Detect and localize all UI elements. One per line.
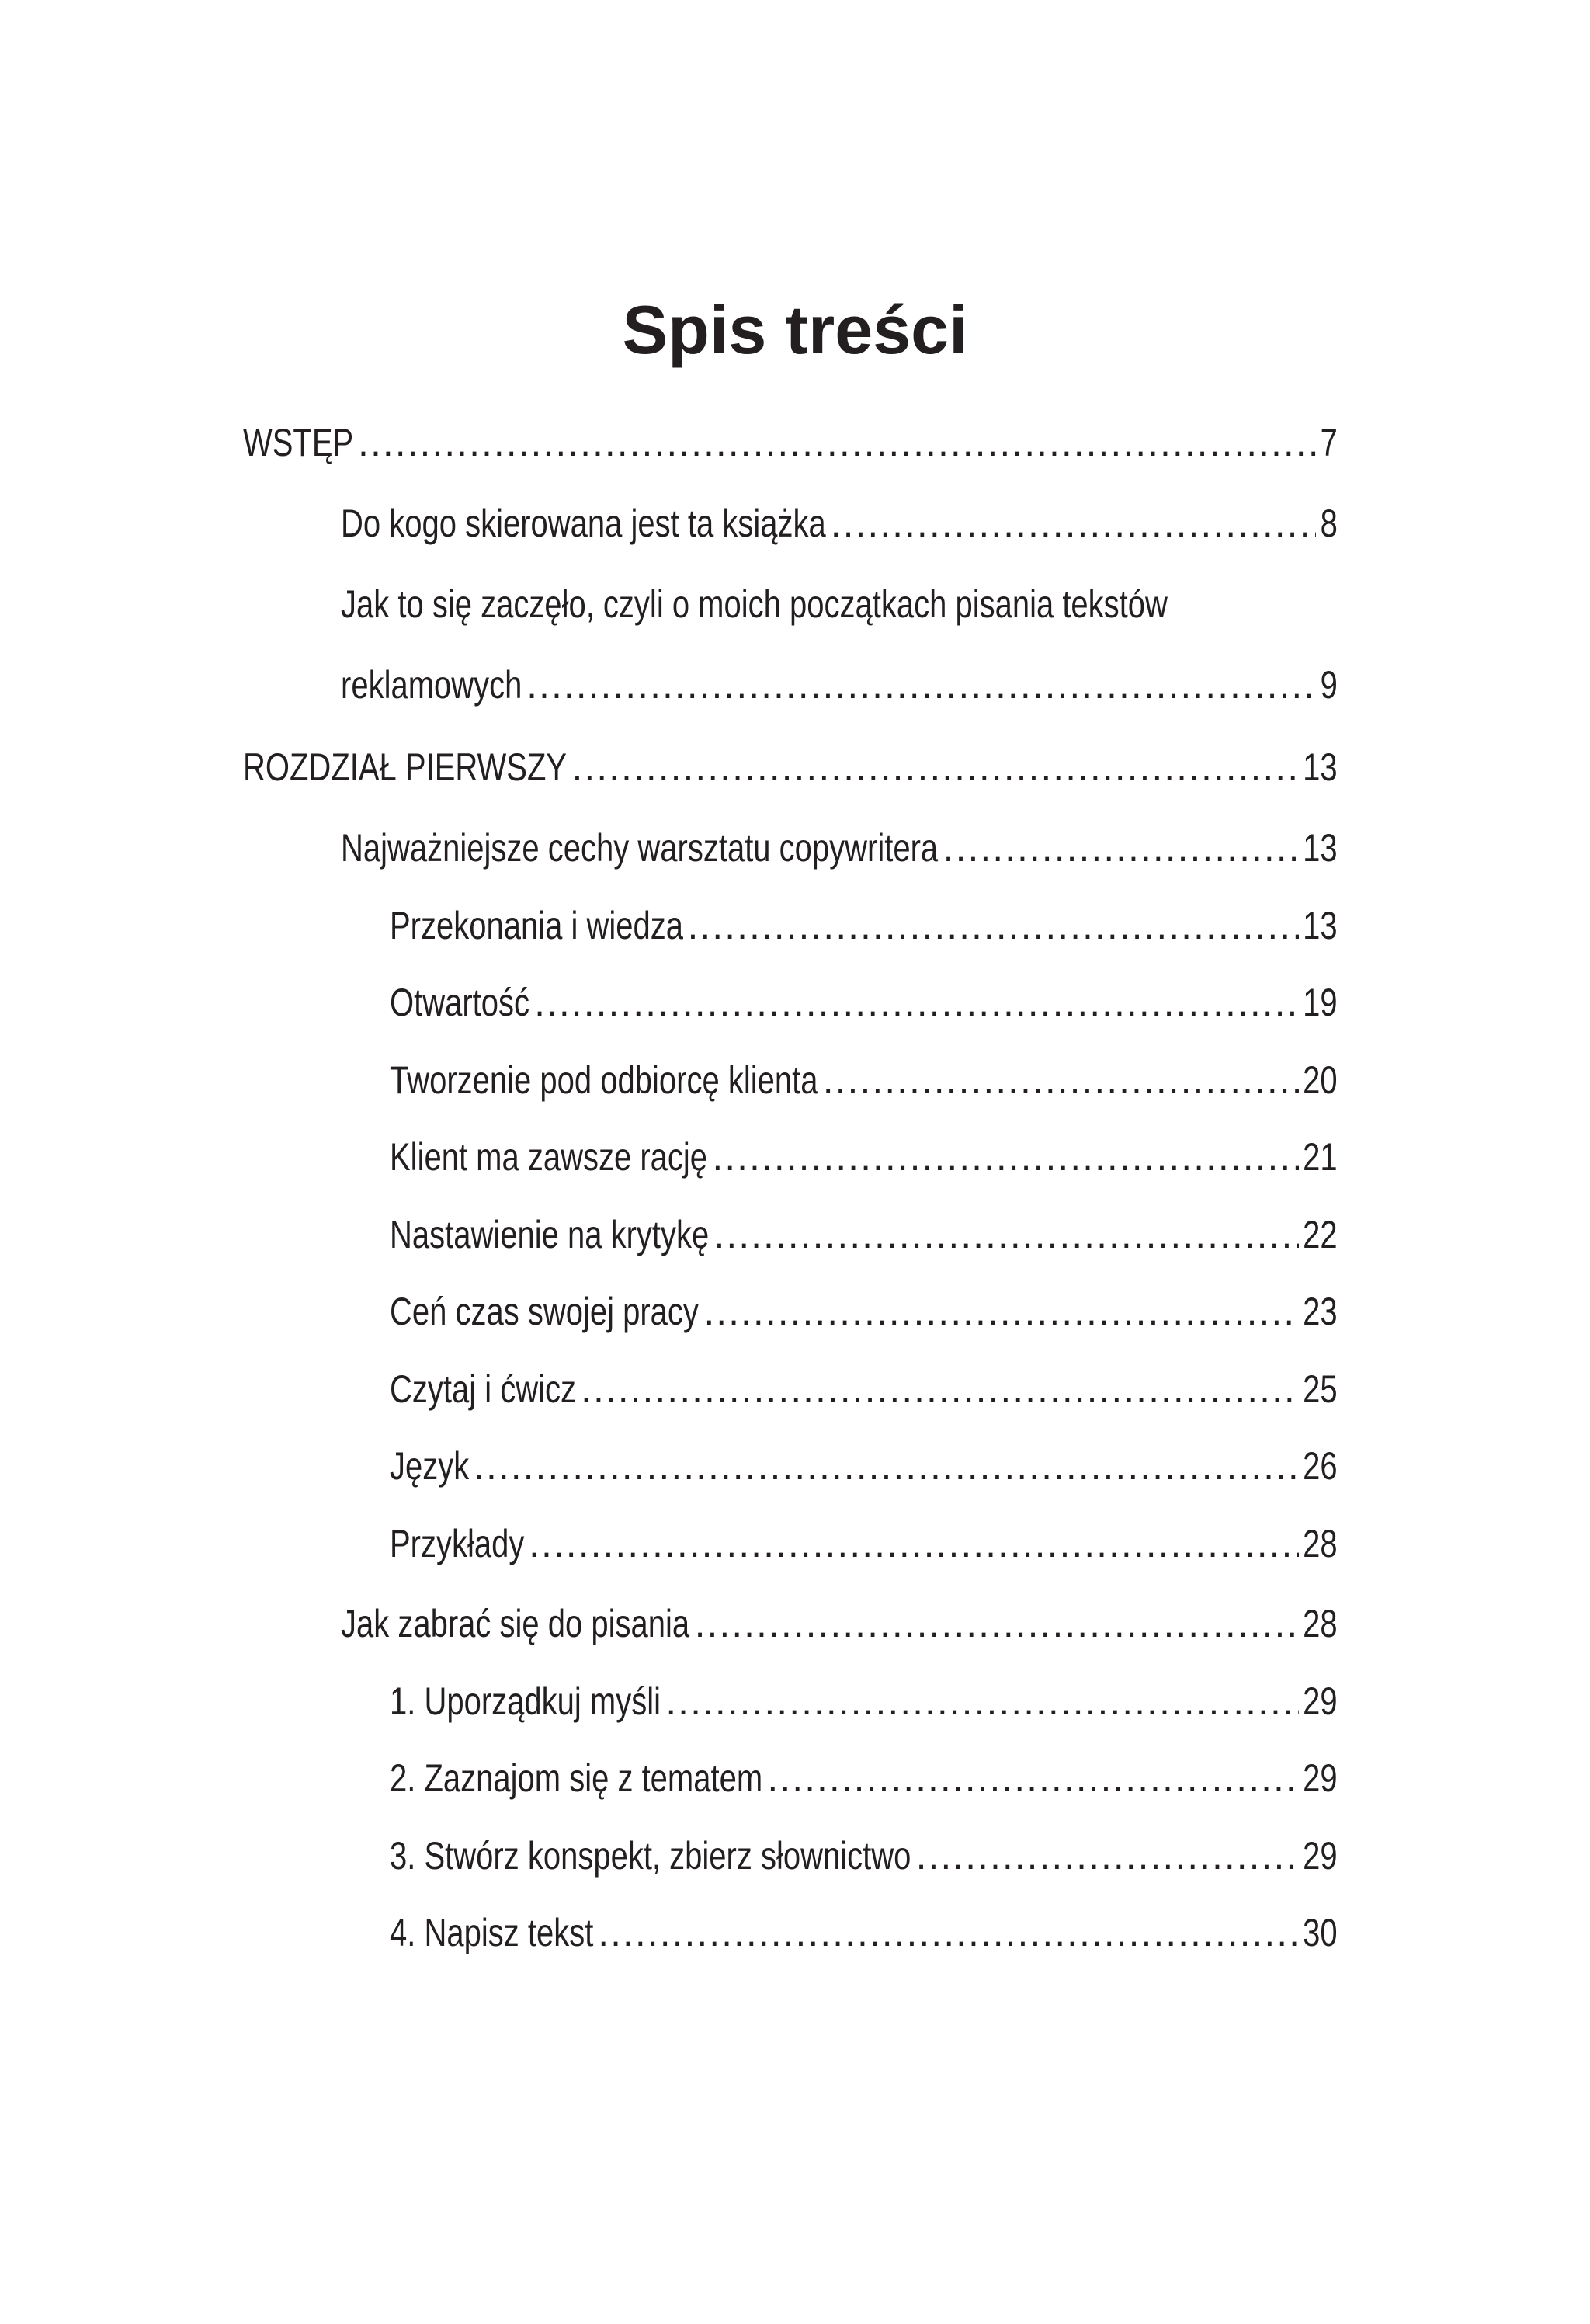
toc-entry-label-line1: Jak to się zaczęło, czyli o moich początkach pisania tekstów [341, 582, 1168, 626]
dot-leader [571, 744, 1298, 790]
toc-entry [341, 825, 1338, 871]
toc-entry [341, 1600, 1338, 1647]
dot-leader [703, 1288, 1299, 1335]
toc-entry-label: Język [390, 1444, 470, 1488]
toc-entry-page: 29 [1303, 1834, 1338, 1878]
toc-entry [390, 1909, 1338, 1956]
toc-entry [390, 1288, 1338, 1335]
toc-entry-page: 13 [1303, 745, 1338, 789]
toc-entry [390, 1678, 1338, 1725]
dot-leader [358, 419, 1316, 466]
toc-entry-label: 4. Napisz tekst [390, 1911, 594, 1954]
toc-entry [341, 662, 1338, 708]
toc-entry-chapter [243, 744, 1338, 790]
dot-leader [474, 1443, 1299, 1489]
dot-leader [713, 1211, 1298, 1258]
dot-leader [767, 1755, 1298, 1801]
dot-leader [916, 1832, 1299, 1879]
toc-entry-label: WSTĘP [243, 421, 354, 464]
toc-entry [390, 902, 1338, 949]
table-of-contents [243, 0, 1338, 2324]
toc-entry [390, 1211, 1338, 1258]
toc-entry [390, 1443, 1338, 1489]
toc-entry-label: Do kogo skierowana jest ta książka [341, 502, 826, 545]
dot-leader [598, 1909, 1299, 1956]
toc-entry-page: 28 [1303, 1522, 1338, 1565]
toc-entry [390, 1366, 1338, 1412]
dot-leader [534, 979, 1299, 1026]
toc-entry-label: reklamowych [341, 663, 522, 707]
toc-entry-page: 26 [1303, 1444, 1338, 1488]
toc-entry [390, 979, 1338, 1026]
dot-leader [823, 1057, 1299, 1103]
toc-entry-label: Tworzenie pod odbiorcę klienta [390, 1058, 818, 1102]
toc-entry [390, 1520, 1338, 1567]
toc-entry-label: ROZDZIAŁ PIERWSZY [243, 745, 568, 789]
toc-entry-page: 30 [1303, 1911, 1338, 1954]
toc-entry-page: 19 [1303, 981, 1338, 1024]
dot-leader [831, 500, 1316, 547]
toc-entry-label: 1. Uporządkuj myśli [390, 1680, 661, 1723]
toc-entry-page: 13 [1303, 826, 1338, 870]
toc-entry-page: 8 [1320, 502, 1338, 545]
dot-leader [665, 1678, 1299, 1725]
toc-entry-label: Jak zabrać się do pisania [341, 1602, 690, 1645]
toc-entry-page: 25 [1303, 1367, 1338, 1411]
toc-entry [390, 1755, 1338, 1801]
toc-entry-page: 22 [1303, 1213, 1338, 1256]
page-title: Spis treści [622, 290, 968, 368]
toc-entry-page: 9 [1320, 663, 1338, 707]
toc-entry-label: Przekonania i wiedza [390, 904, 683, 947]
dot-leader [695, 1600, 1299, 1647]
toc-entry-page: 29 [1303, 1680, 1338, 1723]
dot-leader [688, 902, 1299, 949]
toc-entry [390, 1832, 1338, 1879]
dot-leader [529, 1520, 1299, 1567]
toc-entry-label: Otwartość [390, 981, 530, 1024]
dot-leader [712, 1134, 1299, 1180]
toc-entry-page: 29 [1303, 1756, 1338, 1800]
toc-entry-page: 13 [1303, 904, 1338, 947]
toc-entry-page: 28 [1303, 1602, 1338, 1645]
toc-entry-label: Klient ma zawsze rację [390, 1135, 708, 1179]
toc-entry-label: 3. Stwórz konspekt, zbierz słownictwo [390, 1834, 911, 1878]
toc-entry-page: 20 [1303, 1058, 1338, 1102]
toc-entry-label: Czytaj i ćwicz [390, 1367, 577, 1411]
toc-entry-page: 21 [1303, 1135, 1338, 1179]
toc-entry [390, 1134, 1338, 1180]
toc-entry [341, 500, 1338, 547]
toc-entry-label: Przykłady [390, 1522, 525, 1565]
toc-entry-wstep [243, 419, 1338, 466]
dot-leader [526, 662, 1316, 708]
toc-entry-label: Najważniejsze cechy warsztatu copywritera [341, 826, 939, 870]
toc-entry-page: 7 [1320, 421, 1338, 464]
dot-leader [581, 1366, 1299, 1412]
toc-entry [390, 1057, 1338, 1103]
toc-entry-label: Nastawienie na krytykę [390, 1213, 710, 1256]
toc-entry-page: 23 [1303, 1290, 1338, 1333]
dot-leader [943, 825, 1299, 871]
toc-entry-label: Ceń czas swojej pracy [390, 1290, 699, 1333]
toc-entry-label: 2. Zaznajom się z tematem [390, 1756, 763, 1800]
